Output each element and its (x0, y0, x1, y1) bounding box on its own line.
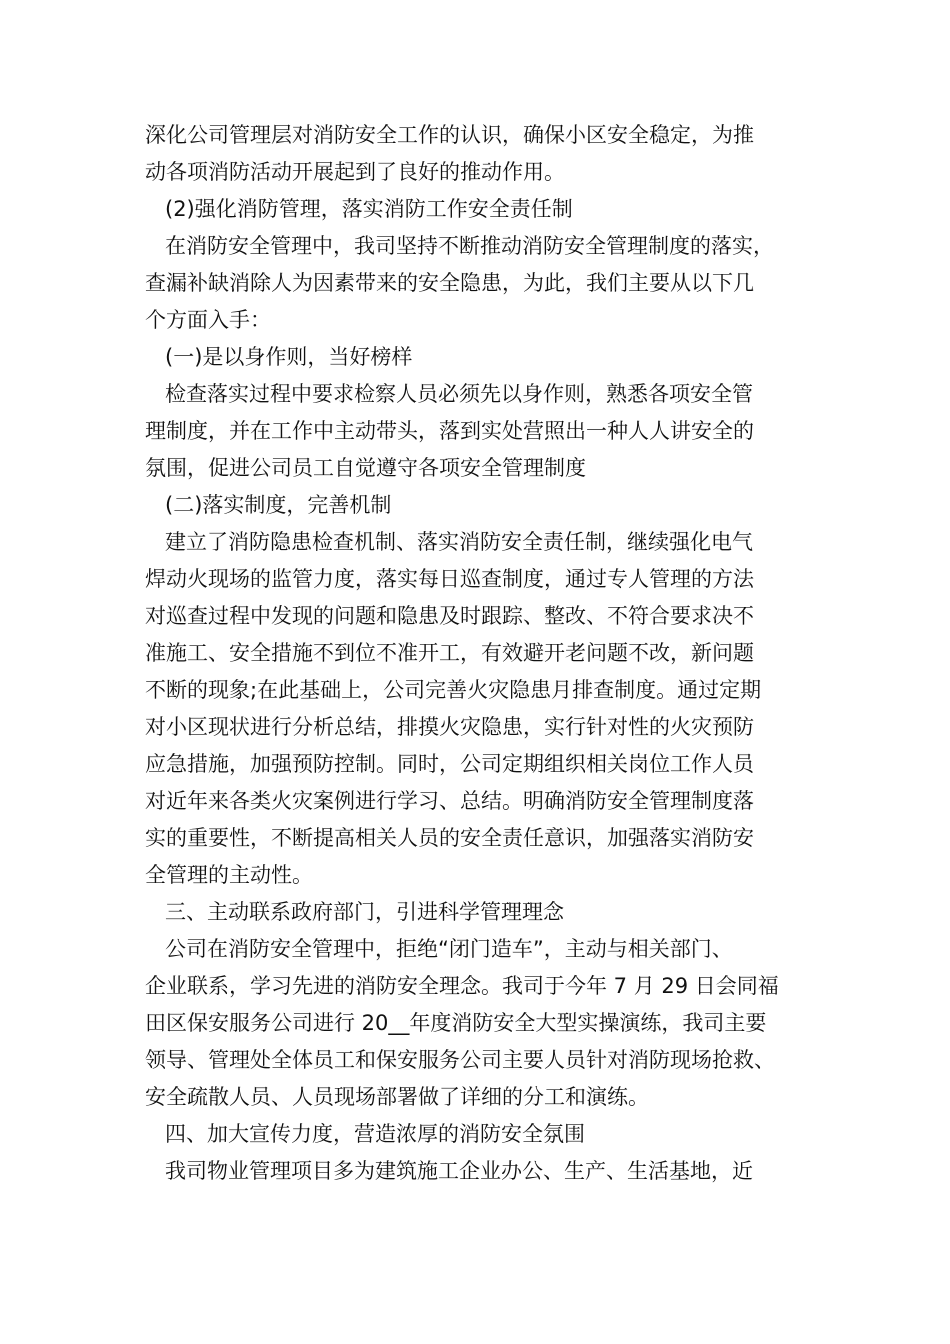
text-line: 四、加大宣传力度，营造浓厚的消防安全氛围 (165, 1122, 585, 1146)
text-line: 我司物业管理项目多为建筑施工企业办公、生产、生活基地，近 (165, 1159, 753, 1183)
text-line: 田区保安服务公司进行 20__年度消防安全大型实操演练，我司主要 (145, 1011, 767, 1035)
text-line: (一)是以身作则，当好榜样 (165, 345, 413, 369)
text-line: 焊动火现场的监管力度，落实每日巡查制度，通过专人管理的方法 (145, 567, 754, 591)
text-line: 深化公司管理层对消防安全工作的认识，确保小区安全稳定，为推 (145, 123, 754, 147)
text-line: 动各项消防活动开展起到了良好的推动作用。 (145, 160, 565, 184)
text-line: 对小区现状进行分析总结，排摸火灾隐患，实行针对性的火灾预防 (145, 715, 754, 739)
text-line: 应急措施，加强预防控制。同时，公司定期组织相关岗位工作人员 (145, 752, 754, 776)
text-line: 领导、管理处全体员工和保安服务公司主要人员针对消防现场抢救、 (145, 1048, 775, 1072)
text-line: 对巡查过程中发现的问题和隐患及时跟踪、整改、不符合要求决不 (145, 604, 754, 628)
text-line: 氛围，促进公司员工自觉遵守各项安全管理制度 (145, 456, 586, 480)
text-line: 实的重要性，不断提高相关人员的安全责任意识，加强落实消防安 (145, 826, 754, 850)
text-line: (2)强化消防管理，落实消防工作安全责任制 (165, 197, 573, 221)
text-line: 公司在消防安全管理中，拒绝“闭门造车”，主动与相关部门、 (165, 937, 733, 961)
text-line: 对近年来各类火灾案例进行学习、总结。明确消防安全管理制度落 (145, 789, 754, 813)
text-line: 不断的现象;在此基础上，公司完善火灾隐患月排查制度。通过定期 (145, 678, 762, 702)
text-line: 企业联系，学习先进的消防安全理念。我司于今年 7 月 29 日会同福 (145, 974, 779, 998)
text-line: 个方面入手： (145, 308, 271, 332)
text-line: 三、主动联系政府部门，引进科学管理理念 (165, 900, 564, 924)
text-line: 查漏补缺消除人为因素带来的安全隐患，为此，我们主要从以下几 (145, 271, 754, 295)
document-body (145, 117, 825, 1190)
text-line: 建立了消防隐患检查机制、落实消防安全责任制，继续强化电气 (165, 530, 753, 554)
text-line: 准施工、安全措施不到位不准开工，有效避开老问题不改，新问题 (145, 641, 754, 665)
text-line: 检查落实过程中要求检察人员必须先以身作则，熟悉各项安全管 (165, 382, 753, 406)
text-line: (二)落实制度，完善机制 (165, 493, 392, 517)
text-line: 理制度，并在工作中主动带头，落到实处营照出一种人人讲安全的 (145, 419, 754, 443)
text-line: 全管理的主动性。 (145, 863, 313, 887)
text-line: 在消防安全管理中，我司坚持不断推动消防安全管理制度的落实， (165, 234, 774, 258)
text-line: 安全疏散人员、人员现场部署做了详细的分工和演练。 (145, 1085, 649, 1109)
